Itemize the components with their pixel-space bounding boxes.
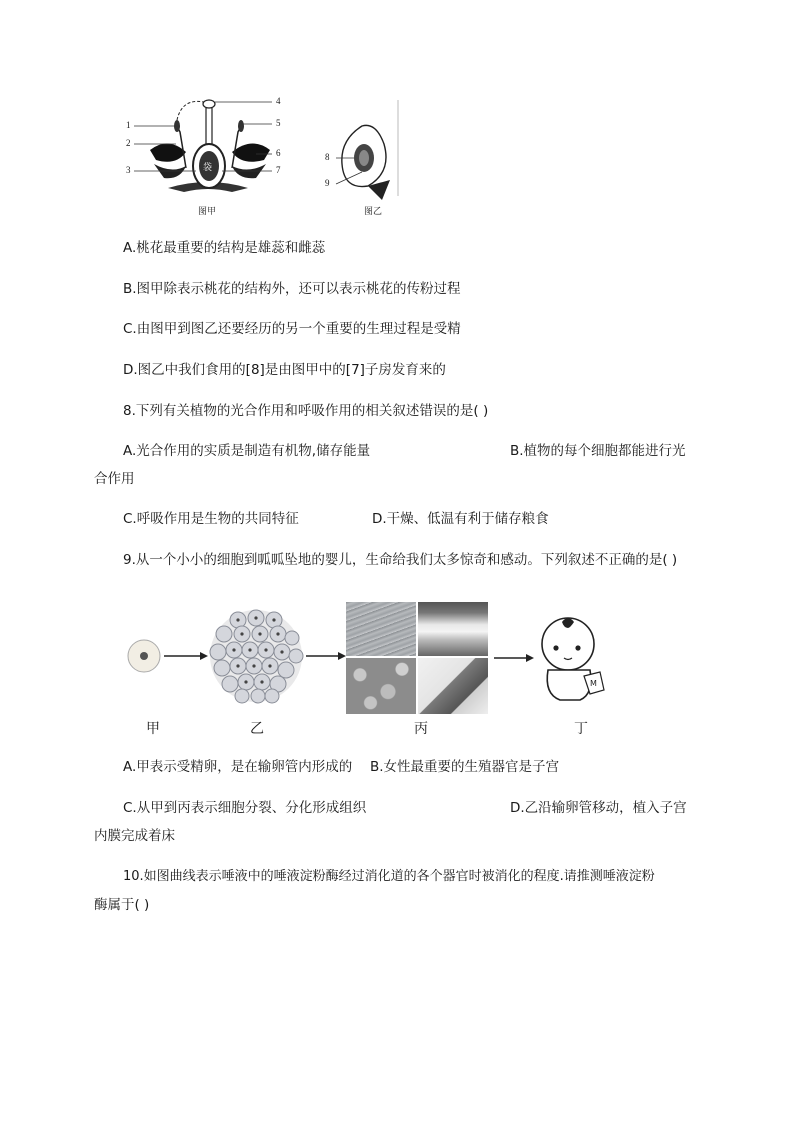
label-7: 7 — [276, 165, 281, 175]
fertilized-egg-icon — [126, 638, 162, 674]
tissue-photo-nerve — [418, 658, 488, 714]
stage-label-jia: 甲 — [146, 721, 160, 737]
q9-option-a: A.甲表示受精卵，是在输卵管内形成的 — [123, 759, 353, 775]
stage-label-yi: 乙 — [250, 721, 264, 737]
q8-option-a: A.光合作用的实质是制造有机物,储存能量 — [123, 443, 371, 459]
q8-option-d: D.干燥、低温有利于储存粮食 — [372, 511, 549, 527]
q10-stem: 10.如图曲线表示唾液中的唾液淀粉酶经过消化道的各个器官时被消化的程度.请推测唾液淀粉 — [123, 869, 655, 884]
label-6: 6 — [276, 148, 281, 158]
arrow-icon — [494, 652, 534, 664]
label-4: 4 — [276, 96, 281, 106]
development-figure — [120, 598, 640, 738]
q10-stem-continued: 酶属于( ) — [94, 897, 150, 913]
tissue-photo-connective — [346, 658, 416, 714]
arrow-icon — [306, 650, 346, 662]
q7-option-d: D.图乙中我们食用的[8]是由图甲中的[7]子房发育来的 — [123, 362, 446, 378]
q8-option-b: B.植物的每个细胞都能进行光 — [510, 443, 686, 459]
svg-text:M: M — [590, 679, 597, 688]
q7-option-c: C.由图甲到图乙还要经历的另一个重要的生理过程是受精 — [123, 321, 461, 337]
q9-option-d: D.乙沿输卵管移动，植入子宫 — [510, 800, 687, 816]
label-8: 8 — [325, 152, 330, 162]
q8-option-c: C.呼吸作用是生物的共同特征 — [123, 511, 299, 527]
fruit-diagram — [322, 100, 402, 218]
label-3: 3 — [126, 165, 131, 175]
flower-diagram — [120, 92, 300, 218]
q9-option-c: C.从甲到丙表示细胞分裂、分化形成组织 — [123, 800, 367, 816]
cell-cluster-icon — [208, 608, 304, 704]
baby-icon — [534, 614, 610, 704]
q8-option-b-continued: 合作用 — [94, 471, 135, 487]
caption-figure-b: 图乙 — [364, 207, 383, 217]
q7-option-a: A.桃花最重要的结构是雄蕊和雌蕊 — [123, 240, 326, 256]
label-2: 2 — [126, 138, 131, 148]
svg-text:袋: 袋 — [203, 163, 213, 173]
label-1: 1 — [126, 120, 131, 130]
flower-figure — [120, 92, 300, 218]
stage-label-ding: 丁 — [574, 721, 588, 737]
tissue-photo-epithelial — [418, 602, 488, 656]
label-5: 5 — [276, 118, 281, 128]
q9-stem: 9.从一个小小的细胞到呱呱坠地的婴儿，生命给我们太多惊奇和感动。下列叙述不正确的是( ) — [123, 552, 678, 568]
caption-figure-a: 图甲 — [198, 207, 217, 217]
arrow-icon — [164, 650, 208, 662]
q7-option-b: B.图甲除表示桃花的结构外，还可以表示桃花的传粉过程 — [123, 281, 461, 297]
stage-label-bing: 丙 — [414, 721, 428, 737]
label-9: 9 — [325, 178, 330, 188]
q8-stem: 8.下列有关植物的光合作用和呼吸作用的相关叙述错误的是( ) — [123, 403, 489, 419]
q9-option-b: B.女性最重要的生殖器官是子宫 — [370, 759, 560, 775]
q9-option-d-continued: 内膜完成着床 — [94, 828, 175, 844]
fruit-figure — [322, 100, 402, 218]
tissue-photo-muscle — [346, 602, 416, 656]
